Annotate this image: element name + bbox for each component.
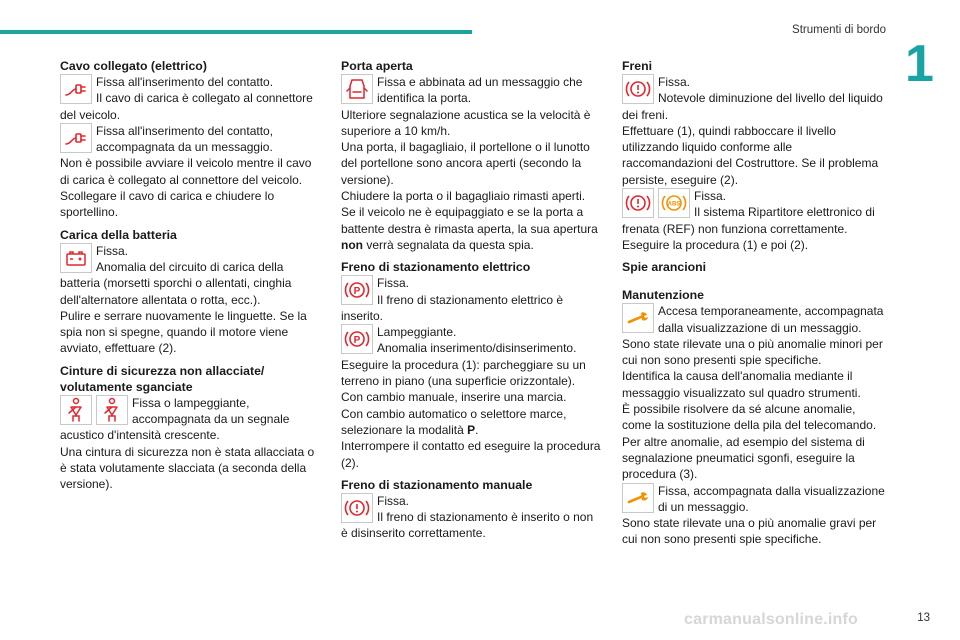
brake-warning-icon bbox=[622, 188, 654, 218]
section-cable bbox=[60, 58, 322, 221]
indicator-desc: Lampeggiante. bbox=[377, 325, 457, 340]
section-maintenance bbox=[622, 287, 886, 547]
indicator-desc: Fissa e abbinata ad un messaggio che identifica la porta. bbox=[377, 75, 583, 106]
indicator-desc: Fissa, accompagnata dalla visualizzazione di un messaggio. bbox=[658, 483, 885, 514]
indicator-line bbox=[341, 493, 603, 542]
paragraph: Una cintura di sicurezza non è stata allacciata o è stata volutamente slacciata (a seconda della versione). bbox=[60, 444, 315, 492]
indicator-desc: Il sistema Ripartitore elettronico di frenata (REF) non funziona correttamente. bbox=[622, 205, 875, 236]
indicator-desc: Notevole diminuzione del livello del liquido dei freni. bbox=[622, 91, 883, 122]
indicator-desc: Fissa. bbox=[377, 276, 410, 291]
paragraph: Per altre anomalie, ad esempio del sistema di segnalazione pneumatici sgonfi, eseguire la procedura (3). bbox=[622, 434, 865, 482]
section-title: Cinture di sicurezza non allacciate/ volutamente sganciate bbox=[60, 363, 265, 394]
indicator-desc: Fissa all'inserimento del contatto, accompagnata da un messaggio. bbox=[96, 123, 274, 155]
indicator-line bbox=[60, 395, 322, 444]
svg-text:P: P bbox=[353, 335, 361, 347]
paragraph: Una porta, il bagagliaio, il portellone o il lunotto del portellone sono ancora aperti (secondo la versione). bbox=[341, 140, 590, 187]
section-title: Porta aperta bbox=[341, 59, 413, 73]
bold-text: non bbox=[341, 237, 363, 252]
paragraph: Con cambio manuale, inserire una marcia. bbox=[341, 390, 567, 405]
seatbelt-icon bbox=[60, 395, 92, 425]
svg-text:P: P bbox=[353, 286, 361, 298]
section-title: Freni bbox=[622, 59, 653, 73]
indicator-line bbox=[60, 123, 322, 156]
wrench-icon bbox=[622, 303, 654, 333]
paragraph: Eseguire la procedura (1): parcheggiare su un terreno in piano (una superficie orizzontale). bbox=[341, 357, 586, 389]
paragraph: Non è possibile avviare il veicolo mentre il cavo di carica è collegato al connettore del veicolo. bbox=[60, 156, 312, 187]
abs-icon bbox=[658, 188, 690, 218]
indicator-line bbox=[622, 483, 886, 516]
indicator-desc: Anomalia inserimento/disinserimento. bbox=[377, 341, 577, 356]
text-run: Se il veicolo ne è equipaggiato e se la porta a battente destra è rimasta aperta, la sua apertura bbox=[341, 205, 598, 236]
door-open-icon bbox=[341, 74, 373, 104]
chapter-number: 1 bbox=[905, 35, 934, 93]
section-title: Manutenzione bbox=[622, 288, 704, 303]
bold-text: P bbox=[467, 422, 476, 437]
indicator-line bbox=[622, 188, 886, 237]
paragraph: Interrompere il contatto ed eseguire la procedura (2). bbox=[341, 439, 601, 470]
section-title: Freno di stazionamento manuale bbox=[341, 477, 533, 492]
indicator-desc: Accesa temporaneamente, accompagnata dalla visualizzazione di un messaggio. bbox=[658, 304, 884, 335]
paragraph: Ulteriore segnalazione acustica se la velocità è superiore a 10 km/h. bbox=[341, 107, 591, 138]
section-title: Spie arancioni bbox=[622, 260, 707, 275]
indicator-line bbox=[341, 74, 603, 107]
section-electric-parking-brake bbox=[341, 259, 603, 471]
parking-brake-p-icon bbox=[341, 275, 373, 305]
watermark: carmanualsonline.info bbox=[684, 611, 859, 628]
plug-cable-icon bbox=[60, 74, 92, 104]
section-door-open bbox=[341, 58, 603, 253]
text-run: Con cambio automatico o selettore marce, selezionare la modalità bbox=[341, 406, 567, 437]
header-title: Strumenti di bordo bbox=[792, 24, 886, 36]
brake-warning-icon bbox=[622, 74, 654, 104]
text-run: verrà segnalata da questa spia. bbox=[363, 237, 534, 252]
paragraph: Chiudere la porta o il bagagliaio rimasti aperti. bbox=[341, 189, 586, 204]
section-brakes bbox=[622, 58, 886, 253]
paragraph: Sono state rilevate una o più anomalie minori per cui non sono presenti spie specifiche. bbox=[622, 336, 883, 368]
section-orange-lights bbox=[622, 259, 886, 275]
battery-icon bbox=[60, 243, 92, 273]
section-title: Carica della batteria bbox=[60, 227, 177, 242]
paragraph: Pulire e serrare nuovamente le linguette. Se la spia non si spegne, quando il motore viene avviato, effettuare (2). bbox=[60, 308, 307, 356]
indicator-desc: Fissa. bbox=[694, 189, 727, 204]
indicator-desc: Fissa all'inserimento del contatto. bbox=[96, 75, 274, 89]
text-run: . bbox=[475, 422, 479, 437]
column-2 bbox=[341, 58, 603, 548]
paragraph: Eseguire la procedura (1) e poi (2). bbox=[622, 237, 809, 252]
indicator-line bbox=[60, 74, 322, 123]
page-number: 13 bbox=[917, 612, 930, 624]
indicator-desc: Fissa. bbox=[96, 243, 129, 258]
indicator-desc: Il cavo di carica è collegato al connettore del veicolo. bbox=[60, 91, 313, 122]
section-title: Cavo collegato (elettrico) bbox=[60, 59, 207, 73]
paragraph: È possibile risolvere da sé alcune anomalie, come la sostituzione della pila del telecomando. bbox=[622, 402, 877, 433]
paragraph: Scollegare il cavo di carica e chiudere lo sportellino. bbox=[60, 189, 275, 220]
paragraph: Sono state rilevate una o più anomalie gravi per cui non sono presenti spie specifiche. bbox=[622, 516, 877, 547]
indicator-desc: Anomalia del circuito di carica della batteria (morsetti sporchi o allentati, cinghia dell'alternatore allentata o rotta, ecc.). bbox=[60, 259, 292, 307]
paragraph bbox=[341, 406, 603, 439]
paragraph: Identifica la causa dell'anomalia mediante il messaggio visualizzato sul quadro strumenti. bbox=[622, 369, 861, 400]
column-1 bbox=[60, 58, 322, 499]
plug-cable-icon bbox=[60, 123, 92, 153]
indicator-line bbox=[341, 275, 603, 324]
section-battery bbox=[60, 227, 322, 357]
indicator-line bbox=[622, 74, 886, 123]
indicator-desc: Fissa. bbox=[377, 493, 410, 508]
parking-brake-p-icon bbox=[341, 324, 373, 354]
brake-warning-icon bbox=[341, 493, 373, 523]
indicator-line bbox=[60, 243, 322, 308]
paragraph bbox=[341, 204, 603, 253]
indicator-desc: Fissa o lampeggiante, accompagnata da un segnale acustico d'intensità crescente. bbox=[60, 395, 290, 443]
indicator-desc: Il freno di stazionamento è inserito o non è disinserito correttamente. bbox=[341, 510, 594, 541]
indicator-desc: Il freno di stazionamento elettrico è inserito. bbox=[341, 292, 564, 323]
section-manual-parking-brake bbox=[341, 477, 603, 542]
wrench-icon bbox=[622, 483, 654, 513]
indicator-line bbox=[341, 324, 603, 357]
indicator-desc: Fissa. bbox=[658, 75, 691, 89]
indicator-line bbox=[622, 303, 886, 336]
svg-text:ABS: ABS bbox=[667, 201, 681, 208]
section-seatbelt bbox=[60, 363, 322, 493]
paragraph: Effettuare (1), quindi rabboccare il livello utilizzando liquido conforme alle raccomandazioni del Costruttore. Se il problema persiste, eseguire (2). bbox=[622, 123, 879, 187]
seatbelt-icon bbox=[96, 395, 128, 425]
column-3 bbox=[622, 58, 886, 554]
section-title: Freno di stazionamento elettrico bbox=[341, 260, 531, 275]
header-accent-bar bbox=[0, 30, 472, 34]
